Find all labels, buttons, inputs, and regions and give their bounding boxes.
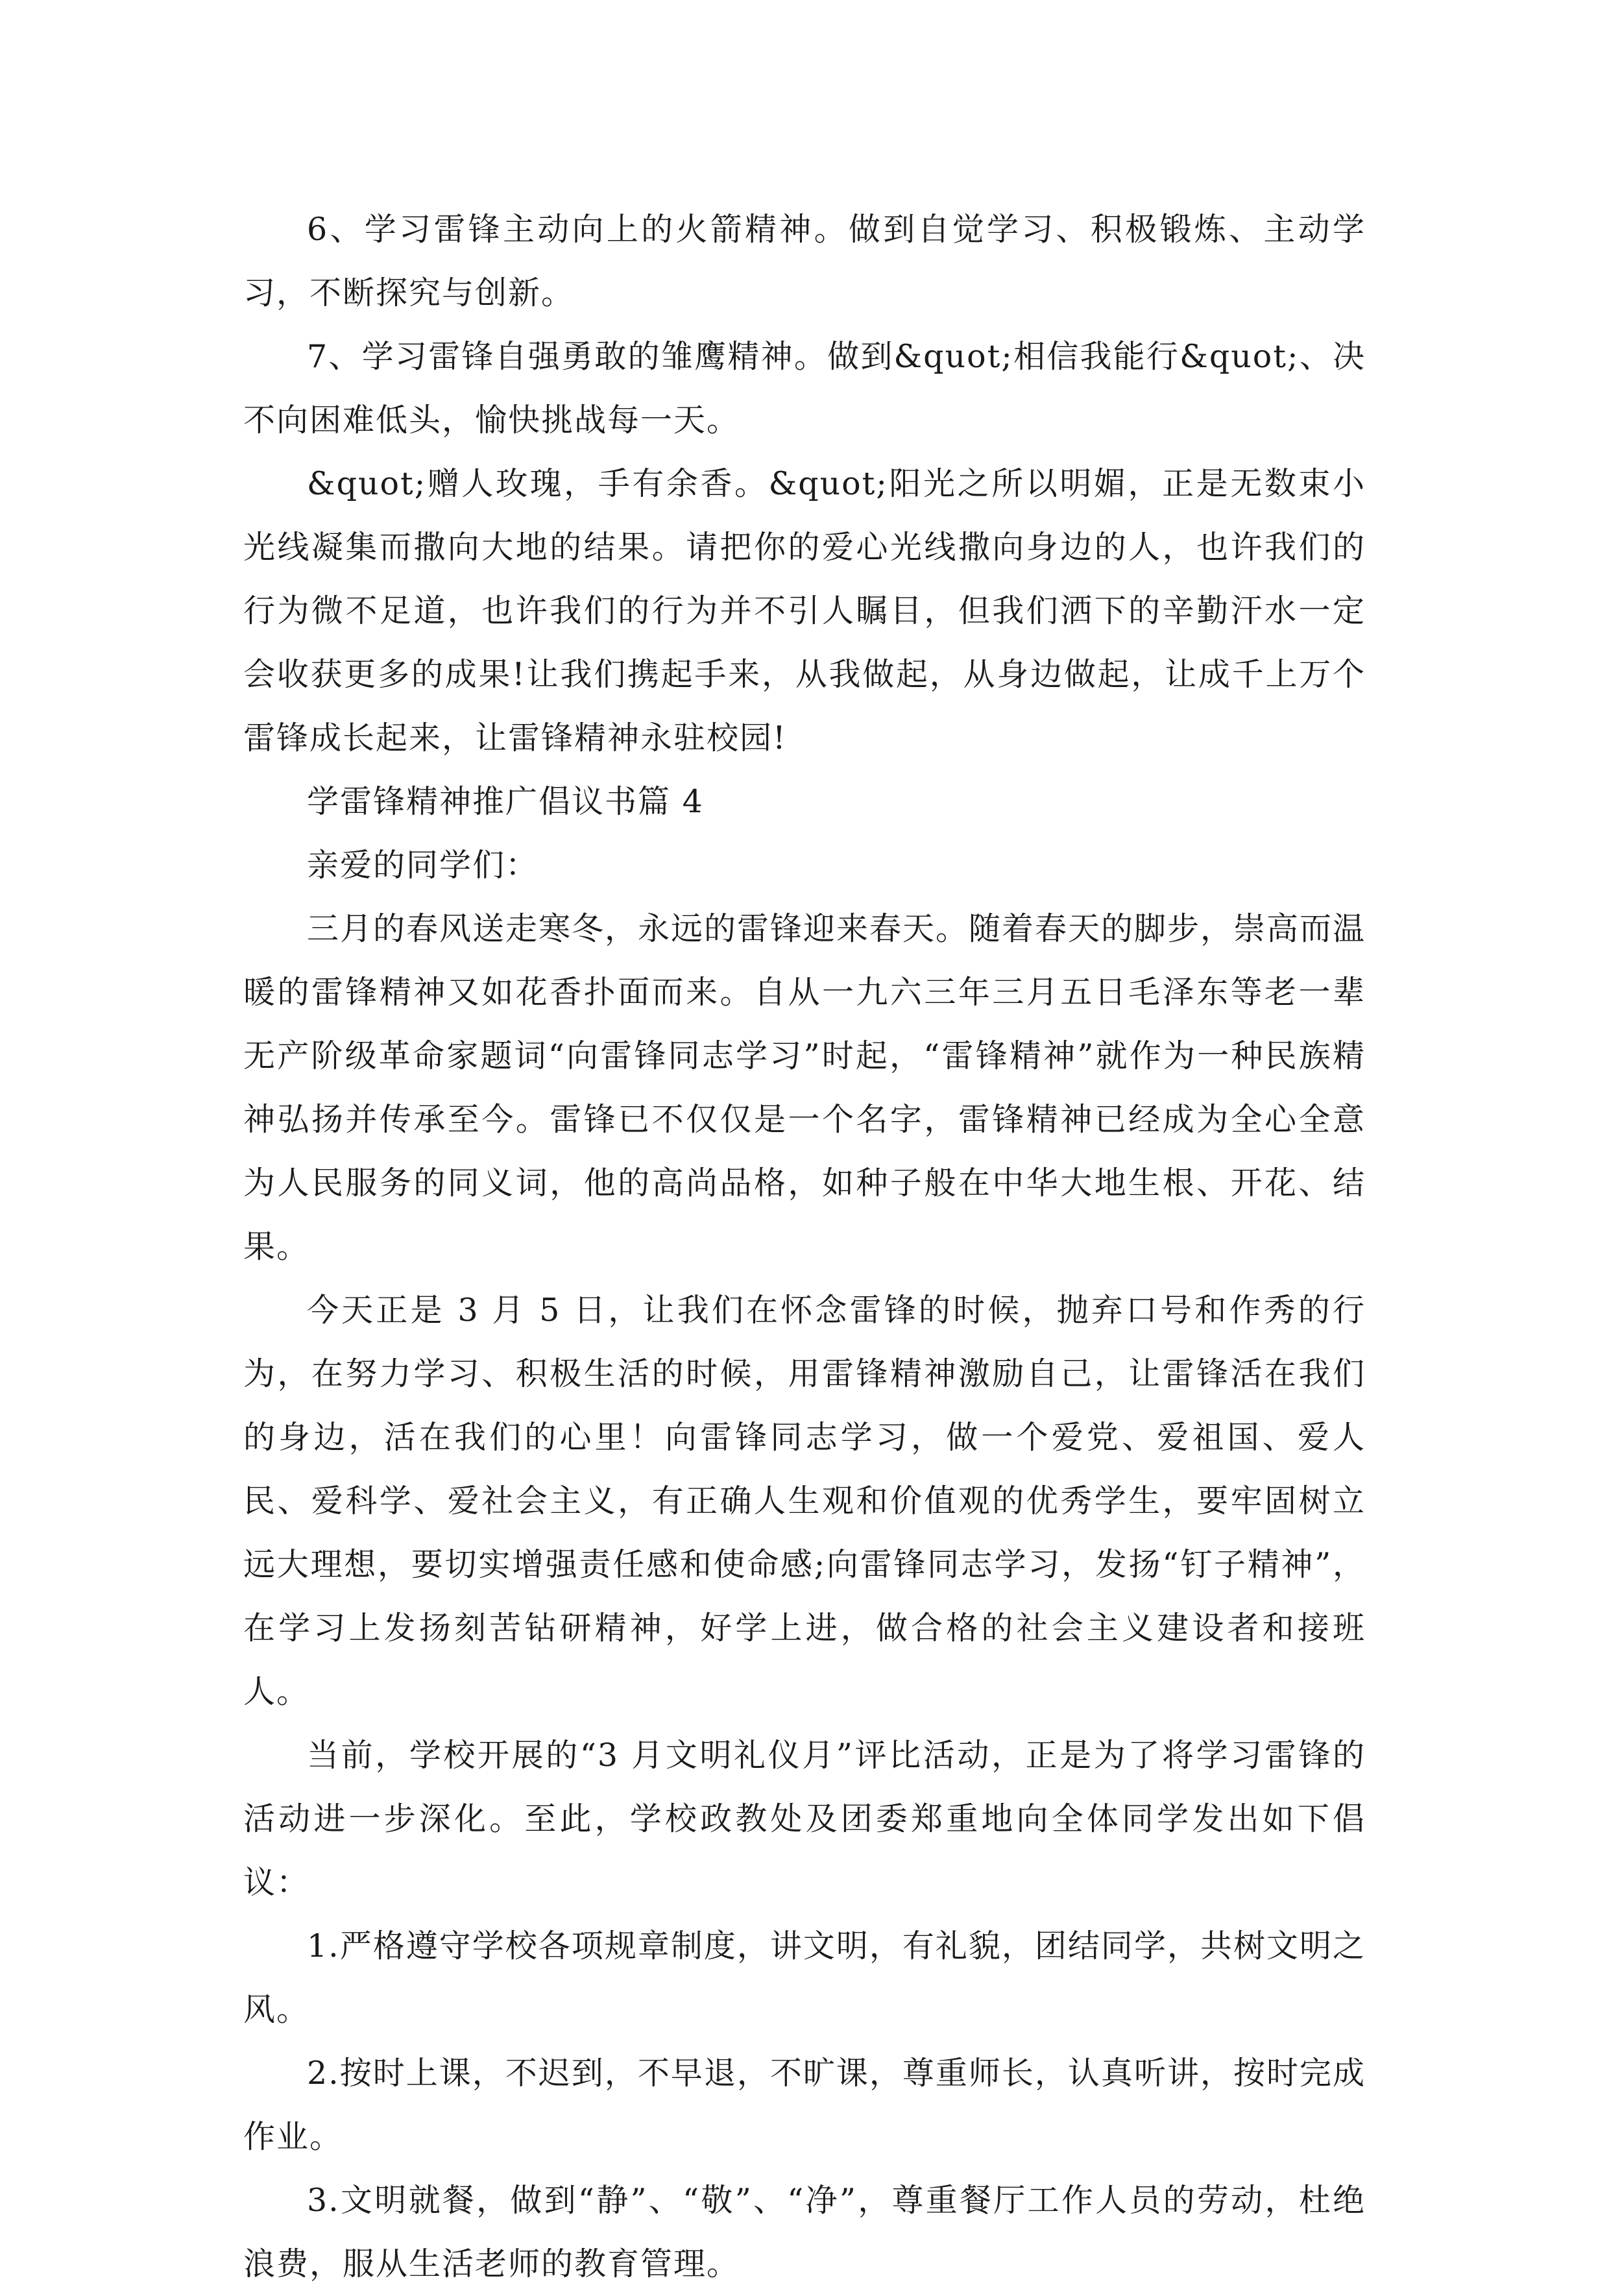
paragraph-item-7: 7、学习雷锋自强勇敢的雏鹰精神。做到&quot;相信我能行&quot;、决不向困难低头，愉快挑战每一天。: [243, 338, 1366, 439]
section-heading: 学雷锋精神推广倡议书篇 4: [307, 783, 704, 820]
list-item-1: 1.严格遵守学校各项规章制度，讲文明，有礼貌，团结同学，共树文明之风。: [243, 1927, 1366, 2028]
salutation: 亲爱的同学们：: [307, 847, 539, 884]
list-item-3: 3.文明就餐，做到“静”、“敬”、“净”，尊重餐厅工作人员的劳动，杜绝浪费，服从生活老师的教育管理。: [243, 2182, 1366, 2282]
paragraph-today: 今天正是 3 月 5 日，让我们在怀念雷锋的时候，抛弃口号和作秀的行为，在努力学习、积极生活的时候，用雷锋精神激励自己，让雷锋活在我们的身边，活在我们的心里！向雷锋同志学习，做一个爱党、爱祖国、爱人民、爱科学、爱社会主义，有正确人生观和价值观的优秀学生，要牢固树立远大理想，要切实增强责任感和使命感;向雷锋同志学习，发扬“钉子精神”，在学习上发扬刻苦钻研精神，好学上进，做合格的社会主义建设者和接班人。: [243, 1292, 1366, 1710]
paragraph-item-6: 6、学习雷锋主动向上的火箭精神。做到自觉学习、积极锻炼、主动学习，不断探究与创新。: [243, 211, 1366, 311]
paragraph-intro: 三月的春风送走寒冬，永远的雷锋迎来春天。随着春天的脚步，崇高而温暖的雷锋精神又如花香扑面而来。自从一九六三年三月五日毛泽东等老一辈无产阶级革命家题词“向雷锋同志学习”时起，“雷锋精神”就作为一种民族精神弘扬并传承至今。雷锋已不仅仅是一个名字，雷锋精神已经成为全心全意为人民服务的同义词，他的高尚品格，如种子般在中华大地生根、开花、结果。: [243, 910, 1366, 1265]
list-item-2: 2.按时上课，不迟到，不早退，不旷课，尊重师长，认真听讲，按时完成作业。: [243, 2055, 1366, 2155]
paragraph-closing-quote: &quot;赠人玫瑰，手有余香。&quot;阳光之所以明媚，正是无数束小光线凝集而撒向大地的结果。请把你的爱心光线撒向身边的人，也许我们的行为微不足道，也许我们的行为并不引人瞩目，但我们洒下的辛勤汗水一定会收获更多的成果!让我们携起手来，从我做起，从身边做起，让成千上万个雷锋成长起来，让雷锋精神永驻校园!: [243, 465, 1366, 756]
paragraph-current: 当前，学校开展的“3 月文明礼仪月”评比活动，正是为了将学习雷锋的活动进一步深化。至此，学校政教处及团委郑重地向全体同学发出如下倡议：: [243, 1737, 1366, 1901]
document-body: [243, 198, 1366, 2296]
